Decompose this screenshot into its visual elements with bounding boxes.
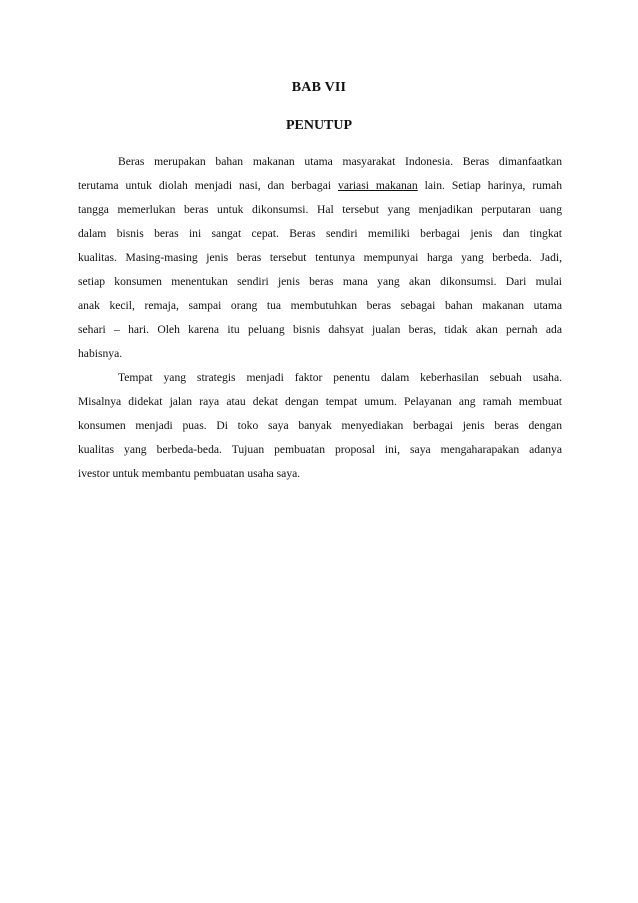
paragraph-line: sehari – hari. Oleh karena itu peluang bisnis dahsyat jualan beras, tidak akan pernah ada — [78, 323, 562, 336]
paragraph-line: tangga memerlukan beras untuk dikonsumsi. Hal tersebut yang menjadikan perputaran uang — [78, 203, 562, 216]
chapter-title: PENUTUP — [285, 118, 353, 133]
paragraph-line: Beras merupakan bahan makanan utama masyarakat Indonesia. Beras dimanfaatkan — [118, 155, 562, 168]
paragraph-2 — [78, 366, 562, 486]
paragraph-line: kualitas. Masing-masing jenis beras tersebut tentunya mempunyai harga yang berbeda. Jadi, — [78, 251, 562, 264]
paragraph-line: kualitas yang berbeda-beda. Tujuan pembuatan proposal ini, saya mengaharapakan adanya — [78, 443, 562, 456]
paragraph-line: dalam bisnis beras ini sangat cepat. Beras sendiri memiliki berbagai jenis dan tingkat — [78, 227, 562, 240]
underlined-phrase: variasi makanan — [338, 179, 418, 192]
paragraph-line: Tempat yang strategis menjadi faktor penentu dalam keberhasilan sebuah usaha. — [118, 371, 562, 384]
paragraph-line: ivestor untuk membantu pembuatan usaha saya. — [78, 467, 301, 480]
paragraph-line: habisnya. — [78, 347, 123, 360]
chapter-label: BAB VII — [291, 80, 347, 95]
paragraph-line: konsumen menjadi puas. Di toko saya banyak menyediakan berbagai jenis beras dengan — [78, 419, 562, 432]
text-segment: lain. Setiap harinya, rumah — [417, 179, 562, 192]
text-segment: terutama untuk diolah menjadi nasi, dan berbagai — [78, 179, 339, 192]
body-text — [78, 150, 562, 486]
paragraph-line: anak kecil, remaja, sampai orang tua membutuhkan beras sebagai bahan makanan utama — [78, 299, 562, 312]
paragraph-line: setiap konsumen menentukan sendiri jenis beras mana yang akan dikonsumsi. Dari mulai — [78, 275, 562, 288]
paragraph-1 — [78, 150, 562, 366]
paragraph-line: Misalnya didekat jalan raya atau dekat dengan tempat umum. Pelayanan ang ramah membuat — [78, 395, 562, 408]
paragraph-line — [78, 174, 562, 198]
